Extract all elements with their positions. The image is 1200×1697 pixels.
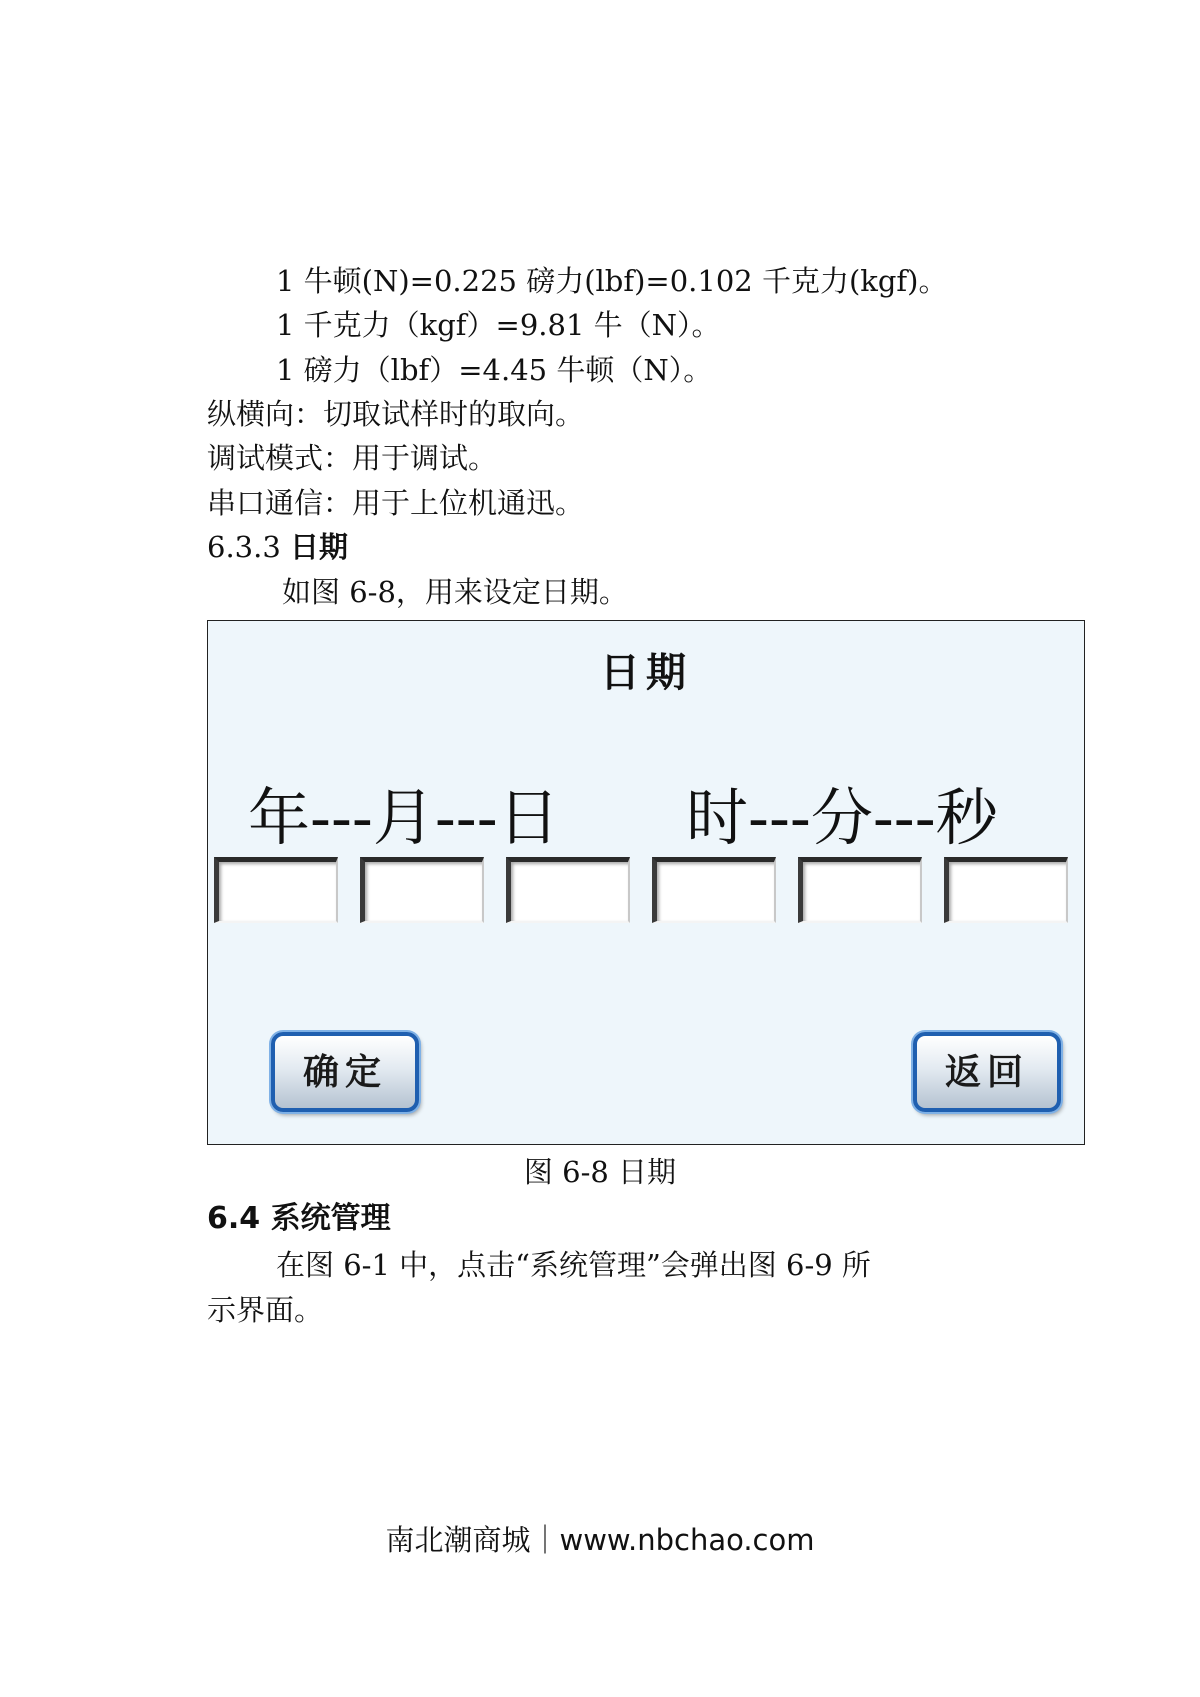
day-input[interactable] — [506, 857, 630, 923]
section-heading-6-3-3 — [207, 527, 348, 567]
date-unit-labels: 年---月---日 — [248, 781, 560, 854]
page-footer: 南北潮商城｜www.nbchao.com — [385, 1523, 815, 1557]
time-unit-labels: 时---分---秒 — [686, 781, 998, 854]
section-number: 6.3.3 — [207, 530, 281, 564]
month-input[interactable] — [360, 857, 484, 923]
text-line-unit-conversion-n: 1 牛顿(N)=0.225 磅力(lbf)=0.102 千克力(kgf)。 — [276, 264, 948, 298]
minute-input[interactable] — [798, 857, 922, 923]
second-input[interactable] — [944, 857, 1068, 923]
figure-caption: 图 6-8 日期 — [523, 1155, 677, 1189]
text-line-unit-conversion-lbf: 1 磅力（lbf）=4.45 牛顿（N）。 — [276, 353, 713, 387]
section-title: 日期 — [290, 530, 349, 564]
section-6-4-paragraph-line2: 示界面。 — [207, 1293, 324, 1327]
date-settings-figure — [207, 620, 1085, 1145]
figure-title: 日期 — [600, 649, 692, 696]
section-heading-6-4: 6.4 系统管理 — [207, 1201, 391, 1236]
figure-intro-text: 如图 6-8，用来设定日期。 — [282, 575, 628, 609]
confirm-button[interactable]: 确定 — [271, 1032, 419, 1112]
text-line-unit-conversion-kgf: 1 千克力（kgf）=9.81 牛（N）。 — [276, 308, 721, 342]
back-button[interactable]: 返回 — [913, 1032, 1061, 1112]
text-line-serial-comm: 串口通信：用于上位机通迅。 — [207, 486, 585, 520]
year-input[interactable] — [214, 857, 338, 923]
section-6-4-paragraph-line1: 在图 6-1 中，点击“系统管理”会弹出图 6-9 所 — [276, 1248, 871, 1282]
text-line-orientation: 纵横向：切取试样时的取向。 — [207, 397, 585, 431]
hour-input[interactable] — [652, 857, 776, 923]
text-line-debug-mode: 调试模式：用于调试。 — [207, 441, 498, 475]
